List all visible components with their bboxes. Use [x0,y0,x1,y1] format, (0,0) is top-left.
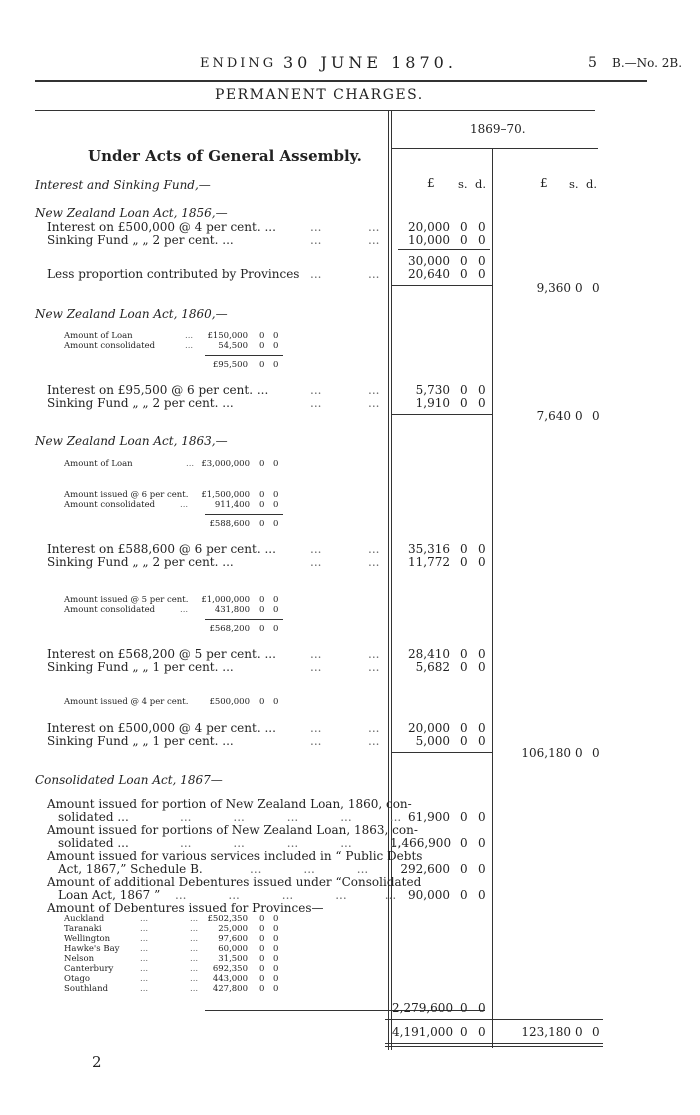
province-d: 0 [273,934,279,944]
province-amount: 25,000 [218,924,248,934]
header-rule [35,80,647,82]
nz1863-sinking5-s: 0 [460,660,468,674]
year-column-header: 1869–70. [470,122,526,136]
nz1863-diff5-d: 0 [273,624,279,634]
province-d: 0 [273,944,279,954]
grand-total-left-s: 0 [460,1025,468,1039]
consolidated-r4-line1: Amount of additional Debentures issued under “Consolidated [47,875,422,889]
footer-page-number: 2 [92,1053,102,1071]
nz1856-sinking-amount: 10,000 [408,233,450,247]
nz1863-interest5-amount: 28,410 [408,647,450,661]
nz1860-consol-amount: 54,500 [218,341,248,351]
nz1863-interest5-s: 0 [460,647,468,661]
grand-total-rule-top [385,1019,603,1020]
province-amount: 97,600 [218,934,248,944]
document-ref: B.—No. 2B. [612,56,683,70]
nz1863-interest4-d: 0 [478,721,486,735]
nz1863-issued4-s: 0 [259,697,265,707]
leader-dots: ... [310,555,322,569]
leader-dots: ... [310,396,322,410]
nz1863-consol5-label: Amount consolidated [64,605,156,615]
running-title: ENDING [200,56,277,71]
nz1863-net-amount: 106,180 [521,746,571,760]
nz1863-diff5-amount: £568,200 [209,624,250,634]
nz1863-sinking6-d: 0 [478,555,486,569]
consolidated-r2-s: 0 [460,836,468,850]
nz1860-consol-d: 0 [273,341,279,351]
nz1863-diff6-s: 0 [259,519,265,529]
province-amount: 31,500 [218,954,248,964]
leader-dots: ... [180,500,189,510]
province-amount: 443,000 [212,974,248,984]
province-amount: 60,000 [218,944,248,954]
province-s: 0 [259,914,265,924]
nz1863-issued4-d: 0 [273,697,279,707]
leader-dots: ... [368,220,380,234]
nz1863-issued6-s: 0 [259,490,265,500]
pound-header-1: £ [427,176,435,190]
consolidated-r1-line2: solidated ... [58,810,129,824]
nz1863-interest6-s: 0 [460,542,468,556]
province-name: Southland [64,984,109,994]
title-rule [35,110,595,111]
nz1856-less-label: Less proportion contributed by Provinces [47,267,300,281]
leader-dots: ... [180,605,189,615]
nz1863-consol6-s: 0 [259,500,265,510]
leader-dots: ... [368,267,380,281]
consolidated-r4-line2: Loan Act, 1867 ” [58,888,161,902]
consolidated-r1-amount: 61,900 [408,810,450,824]
nz1856-interest-amount: 20,000 [408,220,450,234]
nz1860-interest-d: 0 [478,383,486,397]
nz1863-issued5-label: Amount issued @ 5 per cent. [64,595,189,605]
consolidated-r3-s: 0 [460,862,468,876]
nz1856-interest-label: Interest on £500,000 @ 4 per cent. ... [47,220,276,234]
leader-dots: ... [368,647,380,661]
nz1860-loan-amount: £150,000 [207,331,248,341]
leader-dots: ... ... ... ... ... [180,810,402,824]
nz1863-heading: New Zealand Loan Act, 1863,— [35,434,228,448]
nz1863-diff6-d: 0 [273,519,279,529]
column-divider-mid [492,148,493,1048]
nz1863-sinking6-s: 0 [460,555,468,569]
leader-dots: ... ... ... ... ... [180,836,402,850]
nz1863-loan-d: 0 [273,459,279,469]
province-name: Wellington [64,934,111,944]
nz1863-issued5-amount: £1,000,000 [201,595,250,605]
nz1856-interest-s: 0 [460,220,468,234]
leader-dots: ... [368,555,380,569]
nz1860-diff-d: 0 [273,360,279,370]
grand-total-rule-double [385,1046,603,1047]
leader-dots: ... [368,660,380,674]
nz1863-sinking5-amount: 5,682 [415,660,450,674]
nz1860-net-s: 0 [575,409,583,423]
nz1863-net-s: 0 [575,746,583,760]
consolidated-r2-amount: 1,466,900 [390,836,452,850]
leader-dots: ... [310,267,322,281]
nz1863-issued4-label: Amount issued @ 4 per cent. [64,697,189,707]
nz1863-diff5-s: 0 [259,624,265,634]
consolidated-total-amount: 2,279,600 [392,1001,454,1015]
leader-dots: ... [310,721,322,735]
consolidated-r1-d: 0 [478,810,486,824]
pence-header-1: d. [475,177,487,191]
nz1856-net-s: 0 [575,281,583,295]
consolidated-total-d: 0 [478,1001,486,1015]
acts-heading: Under Acts of General Assembly. [88,147,362,165]
calc-rule [205,514,283,515]
nz1863-interest4-amount: 20,000 [408,721,450,735]
nz1863-consol5-s: 0 [259,605,265,615]
interest-heading: Interest and Sinking Fund,— [35,178,211,192]
grand-total-right-s: 0 [575,1025,583,1039]
consolidated-r3-d: 0 [478,862,486,876]
grand-total-right-d: 0 [592,1025,600,1039]
leader-dots: ... [310,233,322,247]
nz1863-net-d: 0 [592,746,600,760]
province-d: 0 [273,914,279,924]
nz1863-sinking4-amount: 5,000 [415,734,450,748]
nz1860-diff-s: 0 [259,360,265,370]
province-s: 0 [259,964,265,974]
nz1860-consol-label: Amount consolidated [64,341,156,351]
nz1860-interest-s: 0 [460,383,468,397]
section-rule [391,752,492,753]
province-s: 0 [259,934,265,944]
leader-dots: ... [310,220,322,234]
leader-dots: ... ... ... ... ... ... ... ... [140,914,149,994]
nz1860-heading: New Zealand Loan Act, 1860,— [35,307,228,321]
leader-dots: ... [186,459,195,469]
nz1856-sinking-s: 0 [460,233,468,247]
leader-dots: ... [368,233,380,247]
consolidated-r3-amount: 292,600 [400,862,450,876]
leader-dots: ... [368,734,380,748]
nz1863-interest5-label: Interest on £568,200 @ 5 per cent. ... [47,647,276,661]
province-s: 0 [259,984,265,994]
province-amount: 427,800 [212,984,248,994]
nz1856-subtotal-d: 0 [478,254,486,268]
nz1863-issued5-d: 0 [273,595,279,605]
grand-total-rule-bottom [385,1043,603,1044]
nz1856-less-amount: 20,640 [408,267,450,281]
consolidated-r4-s: 0 [460,888,468,902]
nz1860-sinking-label: Sinking Fund „ „ 2 per cent. ... [47,396,234,410]
consolidated-r1-line1: Amount issued for portion of New Zealand Loan, 1860, con- [47,797,412,811]
province-s: 0 [259,974,265,984]
nz1863-sinking4-label: Sinking Fund „ „ 1 per cent. ... [47,734,234,748]
nz1860-consol-s: 0 [259,341,265,351]
section-rule [391,285,492,286]
nz1860-loan-s: 0 [259,331,265,341]
province-s: 0 [259,944,265,954]
province-s: 0 [259,954,265,964]
nz1856-less-s: 0 [460,267,468,281]
nz1856-net-d: 0 [592,281,600,295]
nz1856-sinking-d: 0 [478,233,486,247]
nz1863-sinking6-label: Sinking Fund „ „ 2 per cent. ... [47,555,234,569]
nz1863-issued5-s: 0 [259,595,265,605]
consolidated-r2-line1: Amount issued for portions of New Zealand Loan, 1863, con- [47,823,418,837]
province-name: Taranaki [64,924,102,934]
nz1856-less-d: 0 [478,267,486,281]
nz1860-sinking-s: 0 [460,396,468,410]
nz1860-sinking-amount: 1,910 [415,396,450,410]
nz1863-sinking6-amount: 11,772 [408,555,450,569]
nz1863-interest5-d: 0 [478,647,486,661]
grand-total-left-amount: 4,191,000 [392,1025,454,1039]
nz1863-sinking4-d: 0 [478,734,486,748]
nz1863-loan-label: Amount of Loan [64,459,133,469]
leader-dots: ... [185,331,194,341]
nz1860-interest-amount: 5,730 [415,383,450,397]
province-name: Nelson [64,954,95,964]
nz1863-issued6-amount: £1,500,000 [201,490,250,500]
nz1863-consol6-d: 0 [273,500,279,510]
calc-rule [205,619,283,620]
nz1863-consol6-amount: 911,400 [214,500,250,510]
province-s: 0 [259,924,265,934]
consolidated-r3-line2: Act, 1867,” Schedule B. [58,862,203,876]
header-date: 30 JUNE 1870. [283,53,457,72]
province-d: 0 [273,974,279,984]
nz1860-diff-amount: £95,500 [212,360,248,370]
province-d: 0 [273,924,279,934]
nz1856-subtotal-s: 0 [460,254,468,268]
leader-dots: ... [185,341,194,351]
year-rule [391,148,598,149]
section-rule [391,414,492,415]
nz1856-net-amount: 9,360 [536,281,571,295]
province-name: Hawke's Bay [64,944,120,954]
shilling-header-2: s. [569,177,579,191]
nz1863-interest6-label: Interest on £588,600 @ 6 per cent. ... [47,542,276,556]
consolidated-total-s: 0 [460,1001,468,1015]
nz1863-interest4-s: 0 [460,721,468,735]
column-divider-left [388,110,389,1050]
leader-dots: ... ... ... ... ... [175,888,397,902]
leader-dots: ... [368,396,380,410]
nz1863-issued4-amount: £500,000 [209,697,250,707]
consolidated-r2-d: 0 [478,836,486,850]
nz1863-interest6-amount: 35,316 [408,542,450,556]
nz1863-issued6-label: Amount issued @ 6 per cent. [64,490,189,500]
subtotal-rule [398,249,490,250]
leader-dots: ... [310,383,322,397]
leader-dots: ... [368,721,380,735]
province-name: Auckland [64,914,105,924]
consolidated-provinces-heading: Amount of Debentures issued for Provinces— [47,901,324,915]
nz1856-subtotal-amount: 30,000 [408,254,450,268]
nz1860-sinking-d: 0 [478,396,486,410]
pound-header-2: £ [540,176,548,190]
nz1856-interest-d: 0 [478,220,486,234]
leader-dots: ... ... ... ... ... ... ... ... [190,914,199,994]
nz1860-loan-d: 0 [273,331,279,341]
consolidated-r1-s: 0 [460,810,468,824]
province-amount: 692,350 [212,964,248,974]
leader-dots: ... [310,660,322,674]
nz1860-net-d: 0 [592,409,600,423]
nz1863-sinking5-d: 0 [478,660,486,674]
leader-dots: ... [310,734,322,748]
nz1863-consol5-d: 0 [273,605,279,615]
page-number: 5 [588,55,597,71]
consolidated-heading: Consolidated Loan Act, 1867— [35,773,223,787]
consolidated-r3-line1: Amount issued for various services included in “ Public Debts [47,849,423,863]
province-d: 0 [273,964,279,974]
province-name: Canterbury [64,964,114,974]
nz1863-sinking4-s: 0 [460,734,468,748]
leader-dots: ... [310,542,322,556]
nz1863-diff6-amount: £588,600 [209,519,250,529]
consolidated-r2-line2: solidated ... [58,836,129,850]
province-d: 0 [273,954,279,964]
nz1863-issued6-d: 0 [273,490,279,500]
nz1863-consol6-label: Amount consolidated [64,500,156,510]
nz1860-loan-label: Amount of Loan [64,331,133,341]
province-d: 0 [273,984,279,994]
nz1860-interest-label: Interest on £95,500 @ 6 per cent. ... [47,383,269,397]
nz1860-net-amount: 7,640 [536,409,571,423]
nz1856-sinking-label: Sinking Fund „ „ 2 per cent. ... [47,233,234,247]
grand-total-left-d: 0 [478,1025,486,1039]
province-name: Otago [64,974,91,984]
nz1863-sinking5-label: Sinking Fund „ „ 1 per cent. ... [47,660,234,674]
leader-dots: ... ... ... [250,862,369,876]
leader-dots: ... [310,647,322,661]
shilling-header-1: s. [458,177,468,191]
nz1856-heading: New Zealand Loan Act, 1856,— [35,206,228,220]
column-divider-left-double [391,110,392,1050]
calc-rule [205,355,283,356]
grand-total-right-amount: 123,180 [521,1025,571,1039]
consolidated-r4-d: 0 [478,888,486,902]
province-amount: £502,350 [207,914,248,924]
leader-dots: ... [368,542,380,556]
section-title: PERMANENT CHARGES. [215,87,424,103]
nz1863-loan-amount: £3,000,000 [201,459,250,469]
pence-header-2: d. [586,177,598,191]
nz1863-interest6-d: 0 [478,542,486,556]
nz1863-interest4-label: Interest on £500,000 @ 4 per cent. ... [47,721,276,735]
nz1863-consol5-amount: 431,800 [214,605,250,615]
nz1863-loan-s: 0 [259,459,265,469]
consolidated-r4-amount: 90,000 [408,888,450,902]
leader-dots: ... [368,383,380,397]
